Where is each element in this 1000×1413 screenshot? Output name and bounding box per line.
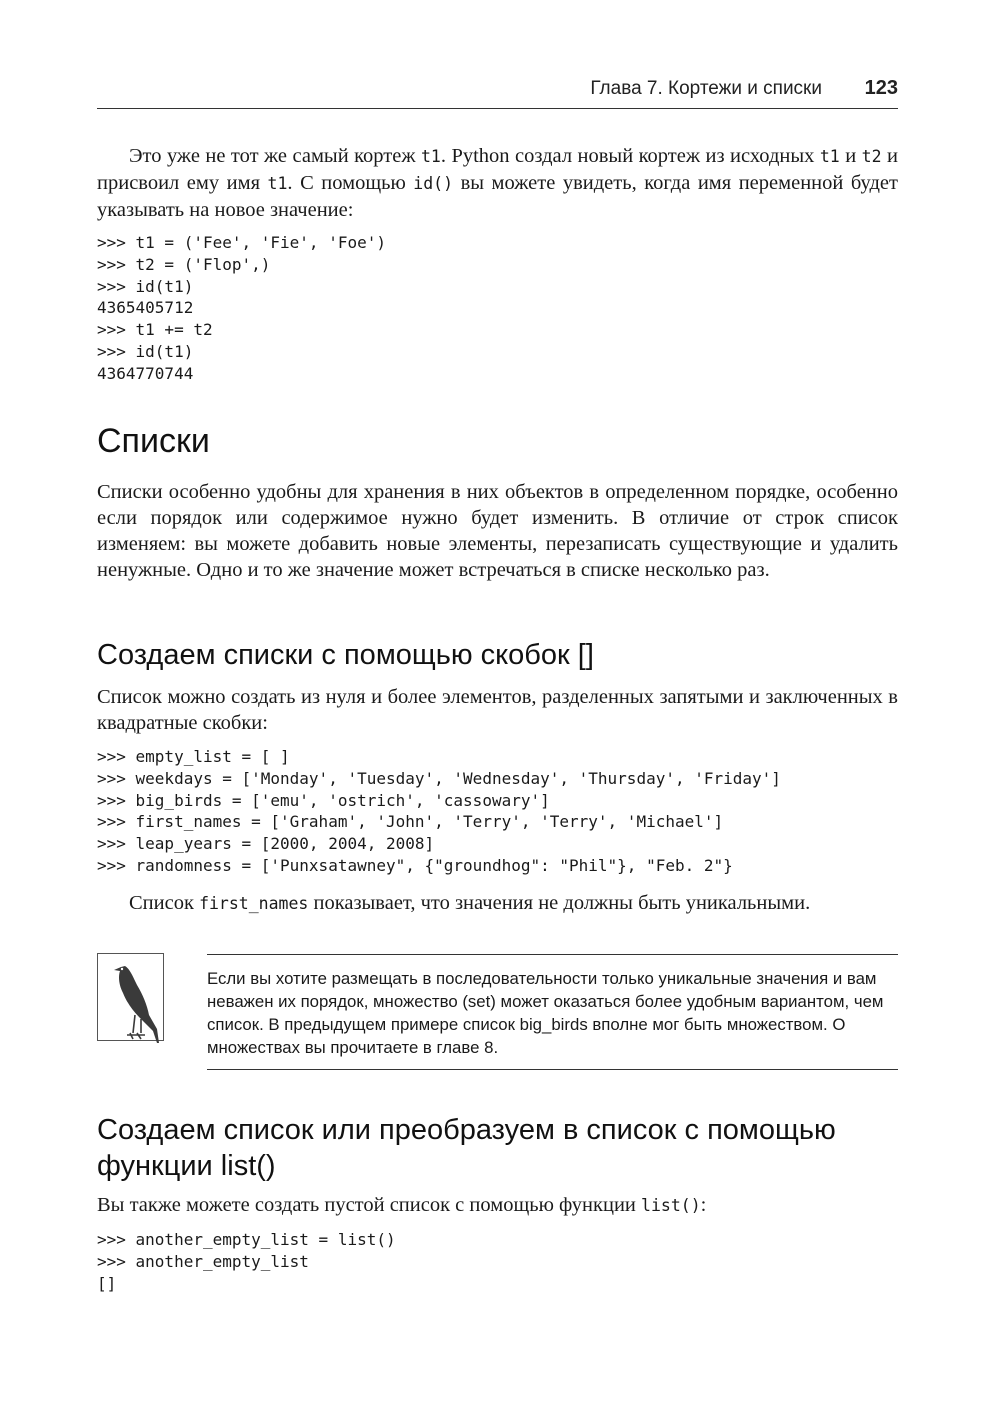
- text-run: показывает, что значения не должны быть уникальными.: [308, 892, 811, 914]
- subsection-heading-list-function: Создаем список или преобразуем в список с помощью функции list(): [97, 1114, 836, 1182]
- text-run: :: [700, 1194, 707, 1216]
- note-callout: [97, 953, 898, 1071]
- paragraph-list-function: [97, 1192, 898, 1219]
- note-bottom-rule: [207, 1069, 898, 1070]
- inline-code: t2: [861, 147, 882, 166]
- running-header: [97, 76, 898, 109]
- inline-code: t1: [267, 174, 288, 193]
- text-run: . Python создал новый кортеж из исходных: [440, 145, 820, 167]
- inline-code: t1: [819, 147, 840, 166]
- crow-icon: [97, 953, 175, 1045]
- paragraph-brackets: Список можно создать из нуля и более элементов, разделенных запятыми и заключенных в квадратные скобки:: [97, 686, 898, 734]
- code-line: >>> t2 = ('Flop',): [97, 254, 271, 274]
- text-run: вы можете увидеть, когда имя переменной будет указывать на новое значение:: [97, 172, 898, 221]
- inline-code: first_names: [199, 894, 309, 913]
- note-text: Если вы хотите размещать в последовательности только уникальные значения и вам неважен их порядок, множество (set) может оказаться более удобным вариантом, чем список. В предыдущем примере список big_birds вполне мог быть множеством. О множествах вы прочитаете в главе 8.: [207, 969, 884, 1057]
- text-run: и: [839, 145, 862, 167]
- section-heading-lists: Списки: [97, 422, 210, 460]
- inline-code: t1: [420, 147, 441, 166]
- code-line: >>> empty_list = [ ]: [97, 747, 290, 766]
- code-line: >>> another_empty_list: [97, 1251, 309, 1271]
- code-block-list-function: [97, 1229, 898, 1294]
- code-line: >>> another_empty_list = list(): [97, 1230, 396, 1249]
- paragraph-tuple-id: [97, 143, 898, 223]
- code-line: >>> big_birds = ['emu', 'ostrich', 'cassowary']: [97, 790, 550, 810]
- code-line: >>> t1 = ('Fee', 'Fie', 'Foe'): [97, 233, 386, 252]
- paragraph-lists-intro: Списки особенно удобны для хранения в них объектов в определенном порядке, особенно если порядок или содержимое нужно будет изменить. В отличие от строк список изменяем: вы можете добавить новые элементы, перезаписать существующие и удалить ненужные. Одно и то же значение может встречаться в списке несколько раз.: [97, 481, 898, 581]
- code-line: >>> id(t1): [97, 276, 194, 296]
- code-line: >>> randomness = ['Punxsatawney", {"groundhog": "Phil"}, "Feb. 2"}: [97, 855, 733, 875]
- code-line: 4364770744: [97, 363, 194, 383]
- text-run: . С помощью: [287, 172, 414, 194]
- text-run: и присвоил ему имя: [97, 145, 898, 194]
- subsection-heading-brackets: Создаем списки с помощью скобок []: [97, 639, 594, 671]
- chapter-title: Глава 7. Кортежи и списки: [590, 78, 822, 99]
- note-top-rule: [207, 954, 898, 955]
- code-line: >>> t1 += t2: [97, 320, 213, 340]
- code-line: []: [97, 1273, 117, 1293]
- code-block-lists: [97, 746, 898, 877]
- code-line: >>> id(t1): [97, 341, 194, 361]
- text-run: Список: [129, 892, 200, 914]
- inline-code: list(): [641, 1196, 701, 1215]
- inline-code: id(): [413, 174, 454, 193]
- paragraph-first-names: [97, 890, 898, 917]
- code-line: >>> weekdays = ['Monday', 'Tuesday', 'Wednesday', 'Thursday', 'Friday']: [97, 768, 781, 788]
- code-block-tuple: [97, 232, 898, 385]
- code-line: >>> first_names = ['Graham', 'John', 'Terry', 'Terry', 'Michael']: [97, 812, 724, 832]
- page-number: 123: [864, 77, 898, 99]
- text-run: Это уже не тот же самый кортеж: [129, 145, 421, 167]
- text-run: Вы также можете создать пустой список с помощью функции: [97, 1194, 642, 1216]
- code-line: 4365405712: [97, 298, 194, 318]
- code-line: >>> leap_years = [2000, 2004, 2008]: [97, 834, 435, 854]
